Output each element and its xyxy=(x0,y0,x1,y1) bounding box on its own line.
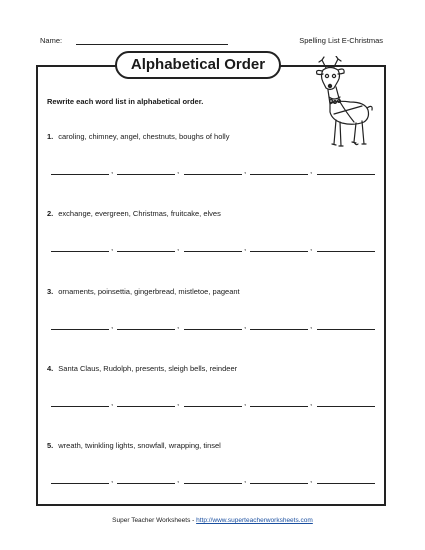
question-3-text xyxy=(47,287,240,296)
footer-link[interactable]: http://www.superteacherworksheets.com xyxy=(196,517,313,524)
question-5-text xyxy=(47,441,221,450)
spelling-list-title: Spelling List E-Christmas xyxy=(299,36,383,45)
word-list: exchange, evergreen, Christmas, fruitcake, elves xyxy=(58,209,221,218)
answer-blanks xyxy=(51,241,381,253)
question-1 xyxy=(47,132,367,192)
question-number: 5. xyxy=(47,441,54,450)
answer-blank[interactable] xyxy=(317,241,375,252)
comma: , xyxy=(177,475,180,484)
answer-blank[interactable] xyxy=(117,241,175,252)
worksheet-header xyxy=(40,36,385,48)
answer-blank[interactable] xyxy=(250,396,308,407)
comma: , xyxy=(111,475,114,484)
comma: , xyxy=(177,398,180,407)
instructions: Rewrite each word list in alphabetical order. xyxy=(47,97,204,106)
answer-blank[interactable] xyxy=(250,473,308,484)
answer-blank[interactable] xyxy=(117,164,175,175)
footer-brand: Super Teacher Worksheets xyxy=(112,517,191,524)
answer-blank[interactable] xyxy=(250,164,308,175)
answer-blank[interactable] xyxy=(51,164,109,175)
word-list: caroling, chimney, angel, chestnuts, boughs of holly xyxy=(58,132,230,141)
answer-blank[interactable] xyxy=(51,473,109,484)
comma: , xyxy=(310,166,313,175)
answer-blank[interactable] xyxy=(184,319,242,330)
comma: , xyxy=(310,475,313,484)
answer-blank[interactable] xyxy=(117,319,175,330)
answer-blanks xyxy=(51,164,381,176)
question-number: 4. xyxy=(47,364,54,373)
comma: , xyxy=(244,243,247,252)
comma: , xyxy=(177,321,180,330)
question-4 xyxy=(47,364,367,424)
name-label: Name: xyxy=(40,36,63,45)
answer-blank[interactable] xyxy=(184,396,242,407)
comma: , xyxy=(244,475,247,484)
answer-blank[interactable] xyxy=(250,319,308,330)
question-number: 3. xyxy=(47,287,54,296)
question-5 xyxy=(47,441,367,501)
comma: , xyxy=(244,321,247,330)
footer xyxy=(0,517,425,524)
answer-blanks xyxy=(51,473,381,485)
comma: , xyxy=(310,321,313,330)
answer-blank[interactable] xyxy=(317,319,375,330)
answer-blank[interactable] xyxy=(250,241,308,252)
question-2-text xyxy=(47,209,221,218)
question-number: 1. xyxy=(47,132,54,141)
comma: , xyxy=(111,321,114,330)
answer-blanks xyxy=(51,319,381,331)
question-3 xyxy=(47,287,367,347)
answer-blank[interactable] xyxy=(317,396,375,407)
comma: , xyxy=(177,243,180,252)
comma: , xyxy=(244,398,247,407)
answer-blank[interactable] xyxy=(117,396,175,407)
comma: , xyxy=(111,166,114,175)
answer-blank[interactable] xyxy=(51,396,109,407)
worksheet-title: Alphabetical Order xyxy=(115,51,281,79)
comma: , xyxy=(310,243,313,252)
answer-blank[interactable] xyxy=(184,241,242,252)
footer-separator: - xyxy=(192,517,195,524)
answer-blank[interactable] xyxy=(51,241,109,252)
comma: , xyxy=(310,398,313,407)
answer-blank[interactable] xyxy=(317,473,375,484)
comma: , xyxy=(111,243,114,252)
answer-blank[interactable] xyxy=(184,473,242,484)
comma: , xyxy=(111,398,114,407)
comma: , xyxy=(177,166,180,175)
word-list: ornaments, poinsettia, gingerbread, mistletoe, pageant xyxy=(58,287,240,296)
question-4-text xyxy=(47,364,237,373)
comma: , xyxy=(244,166,247,175)
word-list: Santa Claus, Rudolph, presents, sleigh bells, reindeer xyxy=(58,364,238,373)
question-2 xyxy=(47,209,367,269)
answer-blank[interactable] xyxy=(317,164,375,175)
question-1-text xyxy=(47,132,229,141)
name-field[interactable] xyxy=(76,44,228,45)
question-number: 2. xyxy=(47,209,54,218)
answer-blanks xyxy=(51,396,381,408)
answer-blank[interactable] xyxy=(184,164,242,175)
word-list: wreath, twinkling lights, snowfall, wrapping, tinsel xyxy=(58,441,221,450)
answer-blank[interactable] xyxy=(117,473,175,484)
answer-blank[interactable] xyxy=(51,319,109,330)
